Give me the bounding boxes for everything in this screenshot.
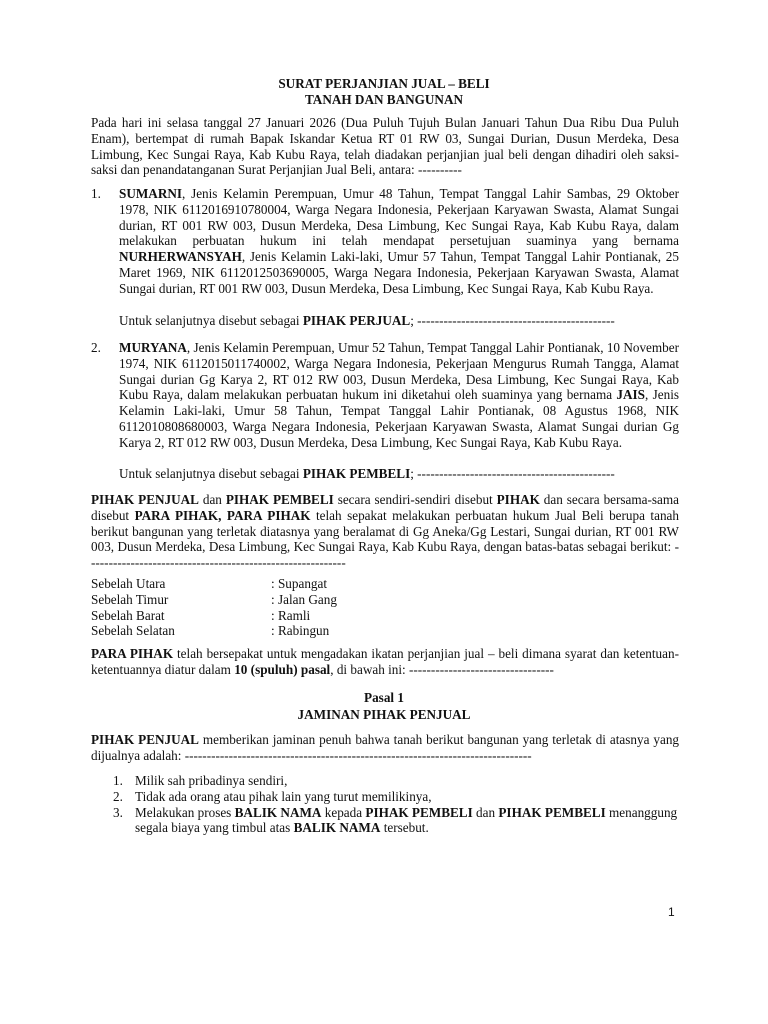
party-1-spouse: NURHERWANSYAH xyxy=(119,249,242,265)
boundaries-table xyxy=(91,576,337,639)
boundary-row: Sebelah Barat : Ramli xyxy=(91,607,311,623)
page-number: 1 xyxy=(668,905,675,919)
party-2-paragraph: MURYANA, Jenis Kelamin Perempuan, Umur 52 Tahun, Tempat Tanggal Lahir Pontianak, 10 November 1974, NIK 6112015011740002, Warga Negara Indonesia, Pekerjaan Mengurus Rumah Tangga, Alamat Sungai durian Gg Karya 2, RT 012 RW 003, Dusun Merdeka, Desa Limbung, Kec Sungai Raya, Kab Kubu Raya, dalam melakukan perbuatan hukum ini diketahui oleh suaminya yang bernama JAIS, Jenis Kelamin Laki-laki, Umur 58 Tahun, Tempat Tanggal Lahir Pontianak, 08 Agustus 1968, NIK 6112010808680003, Warga Negara Indonesia, Pekerjaan Karyawan Swasta, Alamat Sungai durian Gg Karya 2, RT 012 RW 003, Dusun Merdeka, Desa Limbung, Kec Sungai Raya, Kab Kubu Raya. xyxy=(119,340,679,450)
agreement-paragraph: PIHAK PENJUAL dan PIHAK PEMBELI secara sendiri-sendiri disebut PIHAK dan secara bersama-sama disebut PARA PIHAK, PARA PIHAK telah sepakat melakukan perbuatan hukum Jual Beli berupa tanah berikut bangunan yang terletak diatasnya yang beralamat di Gg Aneka/Gg Lestari, Sungai durian, RT 001 RW 003, Dusun Merdeka, Desa Limbung, Kec Sungai Raya, Kab Kubu Raya, dengan batas-batas sebagai berikut: ----------------------------------------------------------- xyxy=(91,492,679,571)
boundary-row: Sebelah Selatan : Rabingun xyxy=(91,623,330,639)
list-item: 2. Tidak ada orang atau pihak lain yang turut memilikinya, xyxy=(113,788,432,804)
party-2-name: MURYANA xyxy=(119,340,187,355)
boundary-row: Sebelah Timur : Jalan Gang xyxy=(91,591,337,607)
intro-paragraph: Pada hari ini selasa tanggal 27 Januari 2026 (Dua Puluh Tujuh Bulan Januari Tahun Dua Ribu Dua Puluh Enam), bertempat di rumah Bapak Iskandar Ketua RT 01 RW 03, Sungai Durian, Dusun Merdeka, Desa Limbung, Kec Sungai Raya, Kab Kubu Raya, telah diadakan perjanjian jual beli dengan dihadiri oleh saksi-saksi dan penandatanganan Surat Perjanjian Jual Beli, antara: ---------- xyxy=(91,115,679,178)
party-2-role-line: Untuk selanjutnya disebut sebagai PIHAK PEMBELI; --------------------------------------------- xyxy=(119,466,615,481)
title-line-1: SURAT PERJANJIAN JUAL – BELI xyxy=(278,76,490,91)
party-2-number: 2. xyxy=(91,340,101,355)
para-pihak-paragraph: PARA PIHAK telah bersepakat untuk mengadakan ikatan perjanjian jual – beli dimana syarat dan ketentuan-ketentuannya diatur dalam 10 (spuluh) pasal, di bawah ini: --------------------------------- xyxy=(91,646,679,677)
party-2-spouse: JAIS xyxy=(616,387,646,403)
guarantee-list xyxy=(91,773,679,836)
list-item: 1. Milik sah pribadinya sendiri, xyxy=(113,773,288,788)
title-line-2: TANAH DAN BANGUNAN xyxy=(304,92,463,107)
party-1-role: PIHAK PERJUAL xyxy=(302,313,411,328)
party-1-role-line: Untuk selanjutnya disebut sebagai PIHAK PERJUAL; --------------------------------------------- xyxy=(119,313,615,328)
party-1-paragraph: SUMARNI, Jenis Kelamin Perempuan, Umur 48 Tahun, Tempat Tanggal Lahir Sambas, 29 Oktober 1978, NIK 6112016910780004, Warga Negara Indonesia, Pekerjaan Karyawan Swasta, Alamat Sungai durian, RT 001 RW 003, Dusun Merdeka, Desa Limbung, Kec Sungai Raya, Kab Kubu Raya, dalam melakukan perbuatan hukum ini telah mendapat persetujuan suaminya yang bernama NURHERWANSYAH, Jenis Kelamin Laki-laki, Umur 57 Tahun, Tempat Tanggal Lahir Pontianak, 25 Maret 1969, NIK 6112012503690005, Warga Negara Indonesia, Pekerjaan Karyawan Swasta, Alamat Sungai durian, RT 001 RW 003, Dusun Merdeka, Desa Limbung, Kec Sungai Raya, Kab Kubu Raya. xyxy=(119,186,679,296)
boundary-row: Sebelah Utara : Supangat xyxy=(91,576,328,591)
party-2-role: PIHAK PEMBELI xyxy=(302,466,411,481)
party-1-number: 1. xyxy=(91,186,101,201)
document-title xyxy=(0,76,768,108)
list-item: 3. Melakukan proses BALIK NAMA kepada PIHAK PEMBELI dan PIHAK PEMBELI menanggung segala biaya yang timbul atas BALIK NAMA tersebut. xyxy=(113,804,678,836)
pasal-1-paragraph: PIHAK PENJUAL memberikan jaminan penuh bahwa tanah berikut bangunan yang terletak di atasnya yang dijualnya adalah: ------------------------------------------------------------------------------- xyxy=(91,732,680,763)
party-1-name: SUMARNI xyxy=(119,186,183,201)
pasal-1-subheading: JAMINAN PIHAK PENJUAL xyxy=(297,707,471,722)
pasal-1-heading: Pasal 1 xyxy=(364,690,404,705)
